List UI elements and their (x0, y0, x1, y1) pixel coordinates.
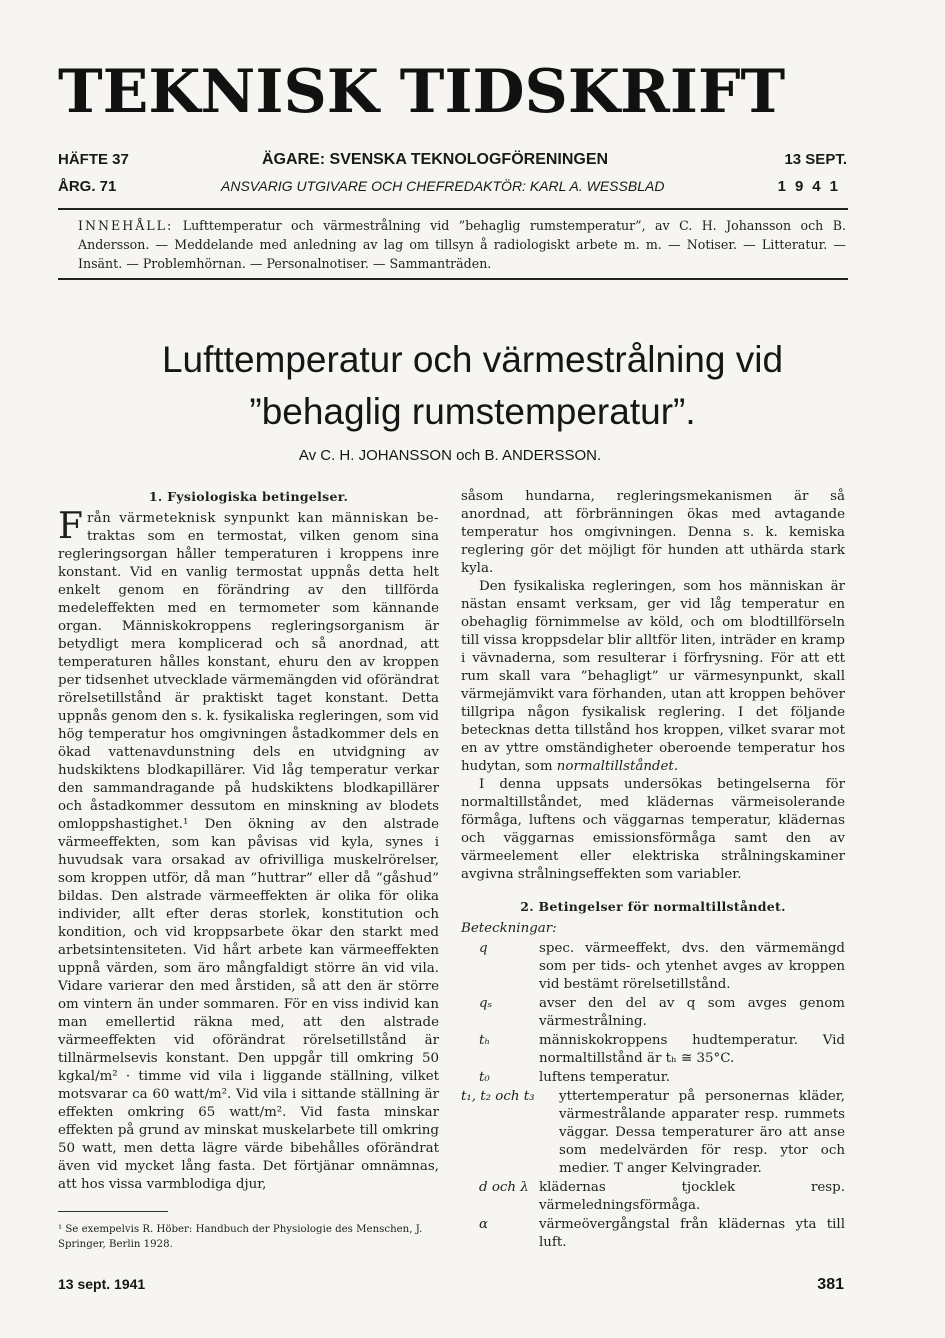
definition-symbol: t₁, t₂ och t₃ (461, 1089, 535, 1104)
paragraph-3 (461, 578, 845, 776)
paragraph-1-lead: rån värmeteknisk synpunkt kan människan be- (86, 511, 439, 526)
definition-item (461, 1088, 845, 1178)
issue-date: 13 SEPT. (784, 151, 847, 168)
contents-rule-bottom (58, 278, 848, 280)
definitions-list (461, 940, 845, 1252)
paragraph-4: I denna uppsats undersökas betingelserna för normaltillståndet, med klädernas värmeisolerande förmåga, luftens och väggarnas temperatur, klädernas och väggarnas emissionsförmåga samt den av värmeelement eller elektriska strålningskaminer avgivna strålningseffekten som variabler. (461, 777, 845, 882)
contents-text: Lufttemperatur och värmestrålning vid ”behaglig rumstemperatur”, av C. H. Johansson och B. Andersson. — Meddelande med anledning av lag om tillsyn å radiologiskt arbete m. m. — Notiser. — Litteratur. — Insänt. — Problemhörnan. — Personalnotiser. — Sammanträden. (78, 218, 846, 271)
page-number: 381 (817, 1276, 844, 1293)
column-left (58, 488, 439, 1194)
footnote-rule (58, 1211, 168, 1212)
article-byline: Av C. H. JOHANSSON och B. ANDERSSON. (298, 447, 602, 464)
section-2-heading: 2. Betingelser för normaltillståndet. (520, 899, 786, 914)
issue-number: HÄFTE 37 (58, 151, 129, 168)
volume-year: ÅRG. 71 (58, 178, 117, 195)
column-right (461, 488, 845, 1252)
definition-symbol: d och λ (479, 1180, 529, 1195)
issue-year: 1941 (777, 178, 847, 195)
definition-item (461, 995, 845, 1031)
footer-date: 13 sept. 1941 (58, 1276, 146, 1292)
definition-text: spec. värmeeffekt, dvs. den värmemängd som per tids- och ytenhet avges av kroppen vid bestämt rörelsetillstånd. (539, 941, 845, 992)
paragraph-3-body: Den fysikaliska regleringen, som hos människan är nästan ensamt verksam, ger vid låg temperatur en obehaglig förnimmelse av köld, och om blodtillförseln till vissa kroppsdelar blir alltför liten, inträder en kramp i vävnaderna, som resulterar i förfrysning. För att ett rum skall vara ”behagligt” ur värmesynpunkt, skall värmejämvikt vara förhanden, utan att kroppen behöver tillgripa någon fysikalisk reglering. I det följande betecknas detta tillstånd hos kroppen, vilket svarar mot en av yttre omständigheter oberoende temperatur hos hudytan, som (461, 579, 845, 774)
definition-item (461, 1069, 845, 1087)
definition-text: värmeövergångstal från klädernas yta till luft. (539, 1217, 845, 1250)
definition-text: människokroppens hudtemperatur. Vid normaltillstånd är tₕ ≅ 35°C. (539, 1033, 845, 1066)
article-title-line-2: ”behaglig rumstemperatur”. (249, 391, 696, 432)
definition-item (461, 1032, 845, 1068)
definition-item (461, 1179, 845, 1215)
definition-text: yttertemperatur på personernas kläder, värmestrålande apparater resp. rummets väggar. Dessa temperaturer äro att anse som medelvärden för resp. ytor och medier. T anger Kelvingrader. (559, 1089, 845, 1176)
drop-cap: F (58, 506, 83, 547)
definition-symbol: q (479, 941, 488, 956)
owner-line: ÄGARE: SVENSKA TEKNOLOGFÖRENINGEN (262, 151, 609, 168)
definition-text: avser den del av q som avges genom värmestrålning. (539, 996, 845, 1029)
masthead (58, 52, 848, 132)
definition-symbol: tₕ (479, 1033, 491, 1048)
definition-text: klädernas tjocklek resp. värmeledningsförmåga. (539, 1180, 845, 1213)
definition-item (461, 1216, 845, 1252)
contents-rule-top (58, 208, 848, 210)
definition-text: luftens temperatur. (539, 1070, 670, 1085)
table-of-contents (78, 216, 846, 273)
definition-symbol: α (479, 1217, 489, 1232)
paragraph-3-term: normaltillståndet. (556, 759, 679, 774)
definition-symbol: t₀ (479, 1070, 490, 1085)
paragraph-1-body: traktas som en termostat, vilken genom sina regleringsorgan håller temperaturen i kroppens inre konstant. Vid en vanlig termostat uppnås detta helt enkelt genom en förändring av den tillförda medeleffekten med en termometer som kännande organ. Människokroppens regleringsorganism är betydligt mera komplicerad och så anordnad, att temperaturen hålles konstant, ehuru den av kroppen per tidsenhet utvecklade värmemängden vid oförändrat rörelsetillstånd är praktiskt taget konstant. Detta uppnås genom den s. k. fysikaliska regleringen, som vid hög temperatur hos omgivningen åstadkommer dels en ökad vattenavdunstning dels en utvidgning av hudskiktens blodkapillärer. Vid låg temperatur verkar den sammandragande på hudskiktens blodkapillärer och åstadkommer dessutom en minskning av blodets omloppshastighet.¹ Den ökning av den alstrade värmeeffekten, som kan påvisas vid kyla, synes i huvudsak vara orsakad av ofrivilliga muskelrörelser, som kroppen utför, då man ”huttrar” eller då ”gåshud” bildas. Den alstrade värmeeffekten är olika för olika individer, allt efter deras storlek, konstitution och kondition, och vid kroppsarbete ökar den starkt med arbetsintensiteten. Vid hårt arbete kan värmeeffekten uppnå värden, som äro mångfaldigt större än vid vila. Vidare varierar den med årstiden, så att den är större om vintern än under sommaren. För en viss individ kan man emellertid räkna med, att den alstrade värmeeffekten vid oförändrat rörelsetillstånd är tillnärmelsevis konstant. Den uppgår till omkring 50 kgkal/m² · timme vid vila i liggande ställning, vilket motsvarar ca 60 watt/m². Vid vila i sittande ställning är effekten omkring 65 watt/m². Vid fasta minskar effekten på grund av minskat muskelarbete till omkring 50 watt, men detta lägre värde bibehålles oförändrat även vid mycket lång fasta. Det förtjänar omnämnas, att hos vissa varmblodiga djur, (58, 529, 439, 1192)
article-title-line-1: Lufttemperatur och värmestrålning vid (161, 339, 784, 380)
section-1-heading: 1. Fysiologiska betingelser. (148, 489, 349, 504)
paragraph-2: såsom hundarna, regleringsmekanismen är så anordnad, att förbränningen ökas med avtagande temperatur hos omgivningen. Denna s. k. kemiska reglering gör det möjligt för hunden att uthärda stark kyla. (461, 489, 845, 576)
definition-symbol: qₛ (479, 996, 493, 1011)
journal-title: TEKNISK TIDSKRIFT (58, 57, 786, 127)
editor-line: ANSVARIG UTGIVARE OCH CHEFREDAKTÖR: KARL A. WESSBLAD (221, 178, 665, 194)
notation-heading: Beteckningar: (461, 921, 557, 936)
footnote: ¹ Se exempelvis R. Höber: Handbuch der Physiologie des Menschen, J. Springer, Berlin 1928. (58, 1224, 423, 1250)
definition-item (461, 940, 845, 994)
paragraph-1 (58, 506, 439, 1194)
contents-label: INNEHÅLL: (78, 218, 174, 233)
